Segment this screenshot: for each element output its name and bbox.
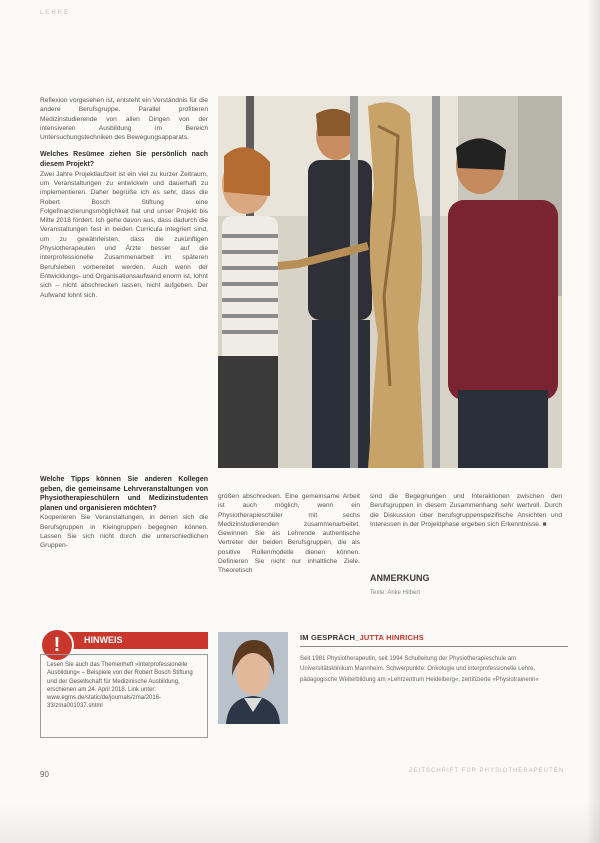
portrait-photo bbox=[218, 632, 288, 724]
interview-label: IM GESPRÄCH bbox=[300, 633, 356, 642]
anmerkung-heading: ANMERKUNG bbox=[370, 573, 430, 583]
page-shadow bbox=[0, 803, 600, 843]
left-column-bottom bbox=[40, 475, 208, 551]
interview-bio: Seit 1981 Physiotherapeutin, seit 1994 Schulleitung der Physiotherapieschule am Universitätsklinikum Mannheim. Schwerpunkte: Onkologie und interprofessionelle Lehre, pädagogische Weiterbildung am »Lehrzentrum Heidelberg«, zertifizierte »Physiotrainerin« bbox=[300, 656, 539, 683]
paragraph-right: sind die Begegnungen und Interaktionen zwischen den Berufsgruppen in diesem Zusammenhang sehr wertvoll. Durch die Diskussion über berufsgruppenspezifische Ansichten und Interessen in der Projektphase ergeben sich Erkenntnisse. ■ bbox=[370, 493, 562, 528]
binding-shadow bbox=[586, 0, 600, 843]
middle-column-bottom bbox=[218, 492, 360, 576]
interview-title bbox=[300, 633, 424, 642]
lecture-photo bbox=[218, 96, 562, 468]
interview-profile bbox=[216, 630, 568, 726]
right-column-bottom bbox=[370, 492, 562, 529]
anmerkung-text: Texte: Anke Hilbert bbox=[370, 590, 421, 596]
paragraph-middle: größen abschrecken. Eine gemeinsame Arbeit ist auch möglich, wenn ein Physiotherapieschüler mit sechs Medizinstudierenden zusammenarbeitet. Gewinnen Sie als Lehrende authentische Vertreter der beiden Berufsgruppen, die als positive Rollenmodelle dienen können. Definieren Sie nicht nur inhaltliche Ziele. Theoretisch bbox=[218, 493, 360, 575]
exclamation-icon: ! bbox=[40, 628, 74, 662]
question-tipps: Welche Tipps können Sie anderen Kollegen geben, die gemeinsame Lehrveranstaltungen von Physiotherapieschülern und Medizinstudenten planen und organisieren möchten? bbox=[40, 476, 208, 512]
anatomy-lab-photo bbox=[218, 96, 562, 468]
interviewee-name: _JUTTA HINRICHS bbox=[355, 633, 424, 642]
paragraph-tipps-answer: Kooperieren Sie Veranstaltungen, in denen sich die Berufsgruppen in Kleingruppen begegnen können. Lassen Sie sich nicht durch die unterschiedlichen Gruppen- bbox=[40, 514, 208, 550]
question-resuemee: Welches Resümee ziehen Sie persönlich nach diesem Projekt? bbox=[40, 151, 208, 169]
paragraph-reflexion: Reflexion vorgesehen ist, entsteht ein Verständnis für die andere Berufsgruppe. Parallel profitieren Medizinstudierende von allen Dingen von der intensiveren Ausbildung im Bereich Untersuchungstechniken des Bewegungsapparats. bbox=[40, 97, 208, 142]
page-number: 90 bbox=[40, 770, 49, 779]
hinweis-body: Lesen Sie auch das Themenheft »Interprofessionelle Ausbildung« – Beispiele von der Robert Bosch Stiftung und der Gesellschaft für Medizinische Ausbildung, erschienen am 24. April 2018. Link unter: www.egms.de/static/de/journals/zma/2016-33/zma001037.shtml bbox=[40, 654, 208, 738]
hinweis-box bbox=[40, 628, 208, 738]
left-column-top bbox=[40, 96, 208, 300]
interview-divider bbox=[300, 646, 568, 647]
section-kicker: LEHRE bbox=[40, 10, 71, 16]
hinweis-heading: HINWEIS bbox=[58, 632, 208, 649]
paragraph-resuemee-answer: Zwei Jahre Projektlaufzeit ist ein viel zu kurzer Zeitraum, um Veranstaltungen zu entwickeln und dauerhaft zu implementieren. Daher begrüße ich es sehr, dass die Robert Bosch Stiftung eine Folgefinanzierungsmöglichkeit hat und unser Projekt bis Mitte 2018 fördert. Ich gehe davon aus, dass dadurch die Veranstaltungen fest in beiden Curricula integriert sind, um zu gewährleisten, dass die zukünftigen Physiotherapeuten und Ärzte besser auf die interprofessionelle Zusammenarbeit im späteren Berufsleben vorbereitet werden. Auch wenn der Entwicklungs- und Organisationsaufwand enorm ist, lohnt sich – nicht abschrecken lassen, nicht aufgeben. Der Aufwand lohnt sich. bbox=[40, 170, 208, 299]
portrait-image bbox=[218, 632, 288, 724]
journal-name: ZEITSCHRIFT FÜR PHYSIOTHERAPEUTEN bbox=[409, 768, 564, 774]
